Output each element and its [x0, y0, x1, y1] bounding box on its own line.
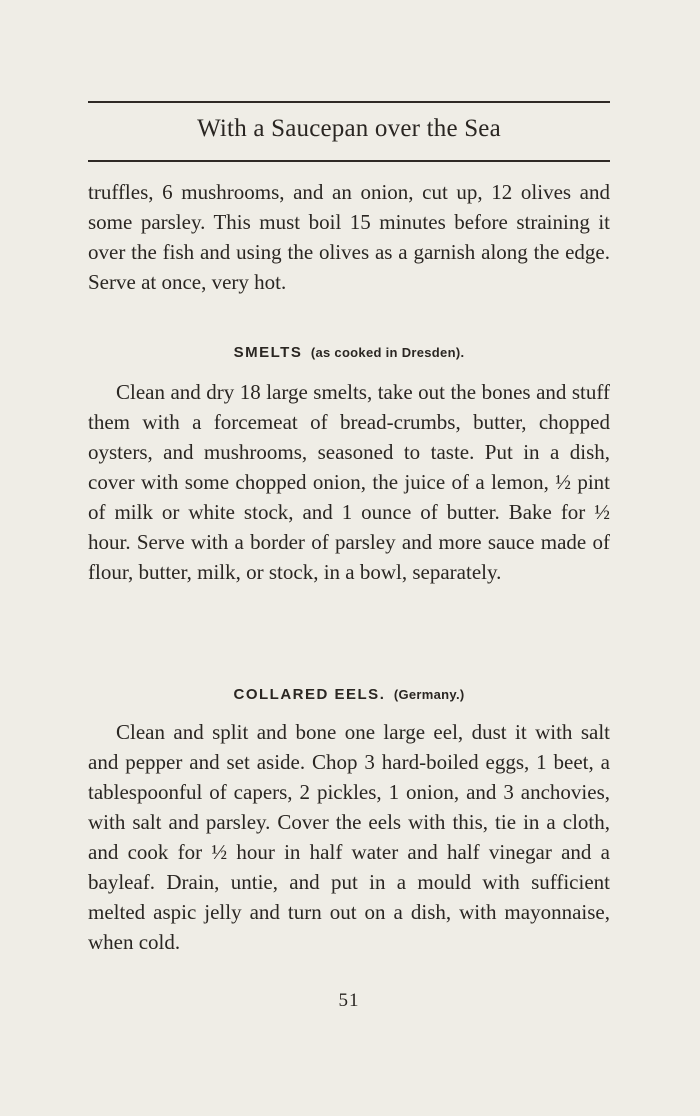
recipe-subtitle-smelts: (as cooked in Dresden).	[310, 345, 465, 360]
header-rule-bottom	[88, 160, 610, 162]
recipe-title-eels: COLLARED EELS.	[233, 686, 386, 703]
header-rule-top	[88, 101, 610, 103]
recipe-heading-smelts	[88, 344, 610, 362]
recipe-body-eels: Clean and split and bone one large eel, dust it with salt and pepper and set aside. Chop 3 hard-boiled eggs, 1 beet, a tablespoonful of capers, 2 pickles, 1 onion, and 3 anchovies, with salt and parsley. Cover the eels with this, tie in a cloth, and cook for ½ hour in half water and half vinegar and a bayleaf. Drain, untie, and put in a mould with sufficient melted aspic jelly and turn out on a dish, with mayonnaise, when cold.	[88, 720, 610, 954]
recipe-body-smelts: Clean and dry 18 large smelts, take out the bones and stuff them with a forcemeat of bread-crumbs, butter, chopped oysters, and mushrooms, seasoned to taste. Put in a dish, cover with some chopped onion, the juice of a lemon, ½ pint of milk or white stock, and 1 ounce of butter. Bake for ½ hour. Serve with a border of parsley and more sauce made of flour, butter, milk, or stock, in a bowl, separately.	[88, 380, 610, 584]
page-number: 51	[338, 990, 360, 1011]
running-head: With a Saucepan over the Sea	[197, 115, 501, 142]
recipe-heading-eels	[88, 686, 610, 704]
continuation-paragraph: truffles, 6 mushrooms, and an onion, cut up, 12 olives and some parsley. This must boil 15 minutes before straining it over the fish and using the olives as a garnish along the edge. Serve at once, very hot.	[88, 180, 610, 294]
recipe-subtitle-eels: (Germany.)	[393, 687, 465, 702]
recipe-title-smelts: SMELTS	[233, 344, 303, 361]
